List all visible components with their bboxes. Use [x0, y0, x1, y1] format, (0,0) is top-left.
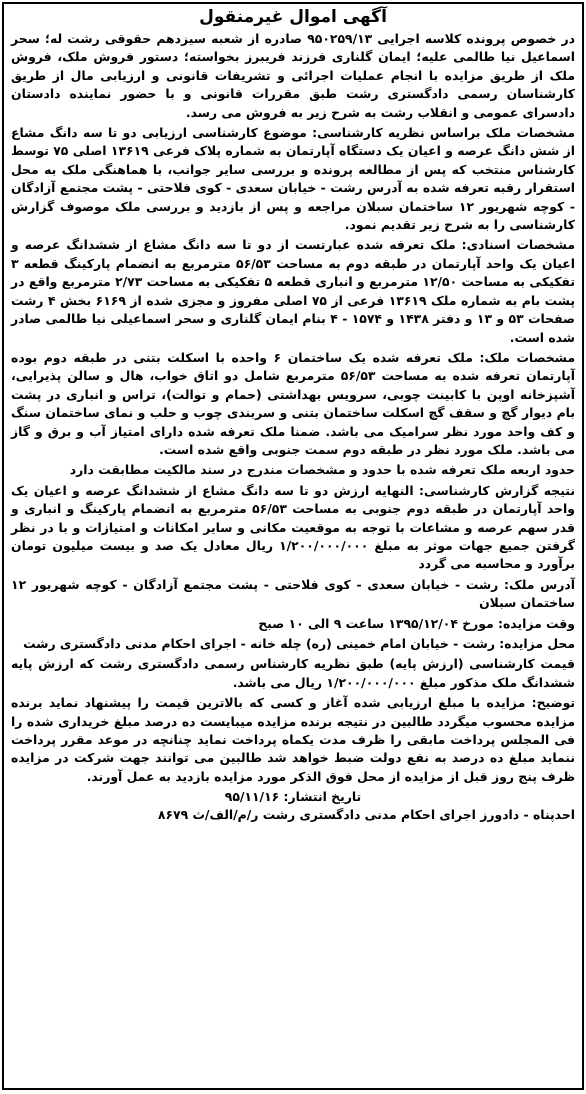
officer-office: دادورز اجرای احکام مدنی دادگستری رشت	[262, 807, 520, 823]
property-boundaries: حدود اربعه ملک تعرفه شده با حدود و مشخصات مندرج در سند مالکیت مطابقت دارد	[69, 462, 575, 478]
notice-title: آگهی اموال غیرمنقول	[199, 7, 387, 27]
case-introduction: در خصوص پرونده کلاسه اجرایی ۹۵۰۲۵۹/۱۳ صادره از شعبه سیزدهم حقوقی رشت له؛ سحر اسماعیل نیا طالمی علیه؛ ایمان گلناری فرزند فریبرز بخواسته؛ دستور فروش ملک، فروش ملک از طریق مزایده با انجام عملیات اجرائی و تشریفات قانونی و ارزیابی مال از طریق کارشناسان رسمی دادگستری رشت طبق مقررات قانونی و با حضور نماینده دادستان دادسرای عمومی و انقلاب رشت به شرح زیر به فروش می رسد.	[11, 31, 575, 120]
notice-signature	[11, 806, 575, 824]
reference-number: ر/م/الف/ث ۸۶۷۹	[157, 807, 259, 823]
expert-report-result: نتیجه گزارش کارشناسی: النهایه ارزش دو تا سه دانگ مشاع از ششدانگ عرصه و اعیان یک واحد آپارتمان در طبقه دوم جنوبی به مساحت ۵۶/۵۳ مترمربع به انضمام پارکینگ و انباری و قدر سهم عرصه و مشاعات با توجه به موقعیت مکانی و سایر امکانات و امتیازات و با در نظر گرفتن جمیع جهات موثر به مبلغ ۱/۲۰۰/۰۰۰/۰۰۰ ریال معادل یک صد و بیست میلیون تومان برآورد و محاسبه می گردد	[11, 482, 575, 572]
base-price: قیمت کارشناسی (ارزش پایه) طبق نظریه کارشناس رسمی دادگستری رشت که ارزش پایه ششدانگ ملک مذکور مبلغ ۱/۲۰۰/۰۰۰/۰۰۰ ریال می باشد.	[11, 656, 575, 690]
signature-separator: -	[523, 807, 529, 823]
officer-name: احدپناه	[532, 807, 575, 823]
auction-explanation: توضیح: مزایده با مبلغ ارزیابی شده آغاز و کسی که بالاترین قیمت را پیشنهاد نماید برنده مزایده محسوب میگردد طالبین در نتیجه برنده مزایده میبایست ده درصد مبلغ خریداری شده را فی المجلس پرداخت مابقی را ظرف مدت یکماه پرداخت نماید چنانچه در موعد مقرر پرداخت ننماید مبلغ ده درصد به نفع دولت ضبط خواهد شد طالبین می توانند جهت شرکت در مزایده ظرف پنج روز قبل از مزایده از محل فوق الذکر مورد مزایده بازدید به عمل آورند.	[11, 695, 575, 784]
property-specs: مشخصات ملک: ملک تعرفه شده یک ساختمان ۶ واحده با اسکلت بتنی در طبقه دوم بوده آپارتمان تعرفه شده به مساحت ۵۶/۵۳ مترمربع شامل دو اتاق خواب، هال و سالن پذیرایی، آشپزخانه اوپن با کابینت چوبی، سرویس بهداشتی (حمام و توالت)، تراس و انباری در پشت بام دیوار گچ و سقف گچ اسکلت ساختمان بتنی و سربندی چوب و حلب و نمای ساختمان سنگ و کف واحد مورد نظر سرامیک می باشد. ضمنا ملک تعرفه شده دارای امتیاز آب و برق و گاز می باشد. ملک مورد نظر در طبقه دوم سمت جنوبی واقع شده است.	[11, 349, 575, 457]
property-document-specs: مشخصات اسنادی: ملک تعرفه شده عبارتست از دو تا سه دانگ مشاع از ششدانگ عرصه و اعیان یک واحد آپارتمان در طبقه دوم به مساحت ۵۶/۵۳ مترمربع به انضمام پارکینگ قطعه ۳ تفکیکی به مساحت ۱۲/۵۰ مترمربع و انباری قطعه ۵ تفکیکی به مساحت ۲/۷۳ مترمربع واقع در پشت بام به شماره ملک ۱۳۶۱۹ فرعی از ۷۵ اصلی مفروز و مجزی شده از ۶۱۶۹ بخش ۴ رشت صفحات ۵۳ و ۱۳ و دفتر ۱۴۳۸ و ۱۵۷۴ - ۴ بنام ایمان گلناری و سحر اسماعیلی نیا طالمی صادر شده است.	[11, 237, 576, 345]
legal-notice	[2, 2, 584, 1090]
publish-date-label: تاریخ انتشار:	[283, 789, 362, 805]
publish-date-value: ۹۵/۱۱/۱۶	[224, 789, 280, 805]
publish-date	[11, 788, 575, 806]
auction-time: وقت مزایده: مورخ ۱۳۹۵/۱۲/۰۴ ساعت ۹ الی ۱۰ صبح	[258, 615, 575, 631]
property-expert-specs: مشخصات ملک براساس نظریه کارشناسی: موضوع کارشناسی ارزیابی دو تا سه دانگ مشاع از شش دانگ عرصه و اعیان یک دستگاه آپارتمان به شماره پلاک فرعی ۱۳۶۱۹ اصلی ۷۵ توسط کارشناس منتخب که پس از مطالعه پرونده و بررسی سایر جوانب، با هماهنگی ملک به محل استقرار رقبه تعرفه شده به آدرس رشت - خیابان سعدی - کوی فلاحتی - پشت مجتمع آزادگان - کوچه شهریور ۱۲ ساختمان سبلان مراجعه و پس از بازدید و بررسی ملک موصوف گزارش کارشناسی را به شرح زیر تقدیم نمود.	[11, 125, 576, 233]
auction-location: محل مزایده: رشت - خیابان امام خمینی (ره) چله خانه - اجرای احکام مدنی دادگستری رشت	[23, 636, 575, 651]
property-address: آدرس ملک: رشت - خیابان سعدی - کوی فلاحتی - پشت مجتمع آزادگان - کوچه شهریور ۱۲ ساختمان سبلان	[11, 576, 575, 611]
